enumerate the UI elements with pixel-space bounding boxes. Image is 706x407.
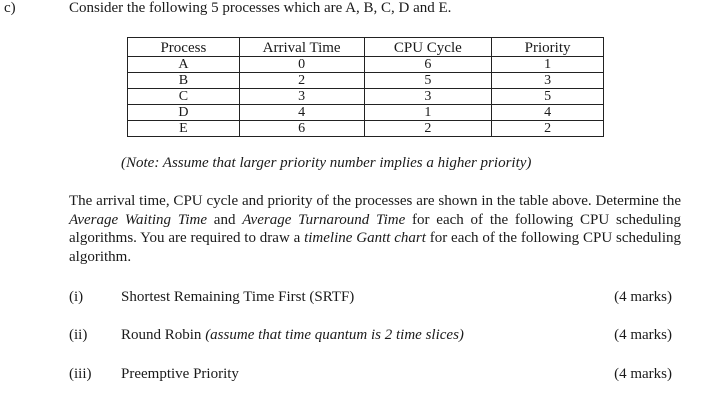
- cell-process: D: [128, 105, 240, 121]
- header-priority: Priority: [492, 38, 604, 57]
- question-text-round-robin: [121, 327, 464, 344]
- question-text-main: Round Robin: [121, 327, 206, 343]
- question-marks: (4 marks): [614, 327, 672, 343]
- question-heading: Consider the following 5 processes which are A, B, C, D and E.: [69, 0, 452, 16]
- cell-priority: 5: [492, 89, 604, 105]
- cell-arrival: 0: [239, 57, 364, 73]
- question-marks: (4 marks): [614, 366, 672, 382]
- process-table: [127, 37, 604, 137]
- cell-arrival: 2: [239, 73, 364, 89]
- question-marks: (4 marks): [614, 289, 672, 305]
- cell-priority: 2: [492, 121, 604, 137]
- emphasis-awt: Average Waiting Time: [69, 211, 207, 228]
- table-header-row: [128, 38, 604, 57]
- cell-priority: 4: [492, 105, 604, 121]
- question-number: (i): [69, 289, 84, 305]
- cell-arrival: 4: [239, 105, 364, 121]
- paragraph-text: for each of the following CPU scheduling algorithms. You are required to draw a: [69, 211, 681, 246]
- paragraph-text: The arrival time, CPU cycle and priority of the processes are shown in the table above. Determine the: [69, 193, 681, 209]
- priority-note: (Note: Assume that larger priority number implies a higher priority): [121, 155, 532, 171]
- section-label: c): [4, 0, 16, 16]
- cell-cpu-cycle: 1: [364, 105, 492, 121]
- cell-process: C: [128, 89, 240, 105]
- header-process: Process: [128, 38, 240, 57]
- cell-process: B: [128, 73, 240, 89]
- header-cpu-cycle: CPU Cycle: [364, 38, 492, 57]
- table-row: [128, 57, 604, 73]
- table-row: [128, 73, 604, 89]
- emphasis-gantt: timeline Gantt chart: [304, 230, 426, 246]
- table-row: [128, 105, 604, 121]
- instructions-paragraph: [69, 192, 681, 266]
- emphasis-att: Average Turnaround Time: [242, 211, 406, 228]
- question-text-srtf: Shortest Remaining Time First (SRTF): [121, 289, 355, 305]
- cell-cpu-cycle: 2: [364, 121, 492, 137]
- paragraph-text: for each of the following CPU scheduling algorithm.: [69, 230, 681, 265]
- cell-priority: 3: [492, 73, 604, 89]
- cell-priority: 1: [492, 57, 604, 73]
- cell-arrival: 6: [239, 121, 364, 137]
- cell-process: E: [128, 121, 240, 137]
- cell-cpu-cycle: 5: [364, 73, 492, 89]
- paragraph-text: and: [207, 211, 243, 228]
- question-number: (ii): [69, 327, 88, 343]
- question-number: (iii): [69, 366, 92, 382]
- question-text-preemptive-priority: Preemptive Priority: [121, 366, 239, 382]
- table-row: [128, 121, 604, 137]
- question-text-quantum-note: (assume that time quantum is 2 time slices): [205, 327, 464, 343]
- header-arrival-time: Arrival Time: [239, 38, 364, 57]
- cell-process: A: [128, 57, 240, 73]
- cell-cpu-cycle: 3: [364, 89, 492, 105]
- cell-arrival: 3: [239, 89, 364, 105]
- table-row: [128, 89, 604, 105]
- cell-cpu-cycle: 6: [364, 57, 492, 73]
